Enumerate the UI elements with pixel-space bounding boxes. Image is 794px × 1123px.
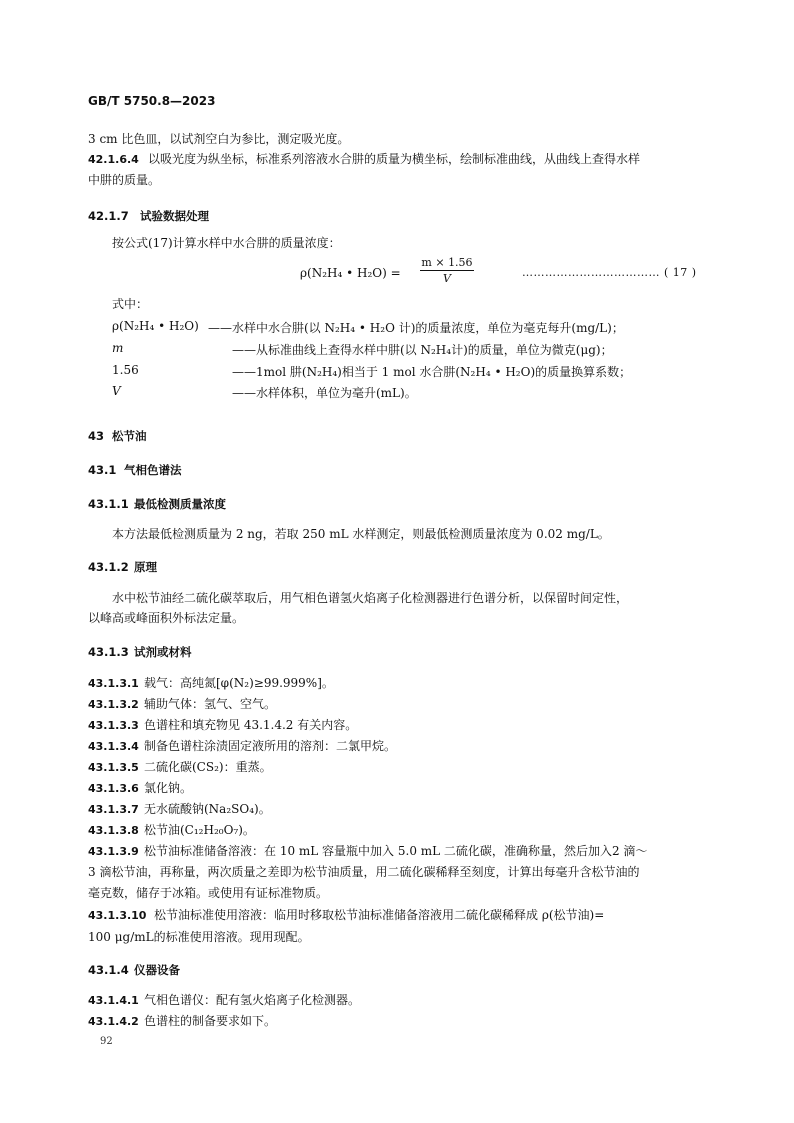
def-text: [232, 341, 613, 358]
where-label: 式中：: [112, 297, 149, 311]
list-item: [88, 822, 255, 839]
item-number: 43.1.3.2: [88, 698, 139, 711]
heading-number: 43.1.1: [88, 497, 129, 511]
item-text: 色谱柱和填充物见 43.1.4.2 有关内容。: [144, 718, 358, 732]
def-symbol: ρ(N₂H₄ • H₂O): [112, 319, 199, 333]
para-4311: 本方法最低检测质量为 2 ng，若取 250 mL 水样测定，则最低检测质量浓度为 0.02 mg/L。: [112, 527, 610, 541]
heading-title: 仪器设备: [134, 963, 180, 977]
def-desc: 水样中水合肼(以 N₂H₄ • H₂O 计)的质量浓度，单位为毫克每升(mg/L)；: [232, 321, 624, 335]
item-text: 制备色谱柱涂渍固定液所用的溶剂：二氯甲烷。: [144, 739, 397, 753]
def-text: [208, 319, 624, 336]
heading-431: [88, 462, 182, 478]
heading-title: 试剂或材料: [134, 645, 192, 659]
heading-number: 43: [88, 429, 105, 443]
item-text: 松节油标准使用溶液：临用时移取松节油标准储备溶液用二硫化碳稀释成 ρ(松节油)=: [154, 908, 605, 922]
def-desc: 从标准曲线上查得水样中肼(以 N₂H₄计)的质量，单位为微克(μg)；: [256, 343, 613, 357]
list-item: [88, 907, 604, 924]
item-text: 松节油(C₁₂H₂₀O₇)。: [144, 823, 255, 837]
def-dash: ——: [232, 343, 256, 357]
formula-leader: [522, 266, 697, 279]
def-symbol: V: [112, 384, 121, 398]
heading-title: 最低检测质量浓度: [134, 497, 226, 511]
list-item: [88, 780, 192, 797]
heading-title: 气相色谱法: [124, 463, 182, 477]
item-number: 43.1.3.8: [88, 824, 139, 837]
heading-title: 松节油: [112, 429, 147, 443]
item-text: 气相色谱仪：配有氢火焰离子化检测器。: [144, 993, 361, 1007]
item-number: 43.1.4.1: [88, 994, 139, 1007]
item-text: 氯化钠。: [144, 781, 193, 795]
para-4312-line1: 水中松节油经二硫化碳萃取后，用气相色谱氢火焰离子化检测器进行色谱分析，以保留时间定性，: [112, 591, 629, 605]
item-number: 43.1.3.10: [88, 909, 147, 922]
item-number: 43.1.4.2: [88, 1015, 139, 1028]
list-item: [88, 843, 647, 860]
fraction-bar: [420, 270, 474, 271]
item-number: 43.1.3.3: [88, 719, 139, 732]
item-text: 无水硫酸钠(Na₂SO₄)。: [144, 802, 271, 816]
item-number: 43.1.3.5: [88, 761, 139, 774]
continued-line: 3 cm 比色皿，以试剂空白为参比，测定吸光度。: [88, 132, 350, 146]
item-text: 载气：高纯氮[φ(N₂)≥99.999%]。: [144, 676, 334, 690]
item-cont: 毫克数，储存于冰箱。或使用有证标准物质。: [88, 886, 329, 900]
heading-4314: [88, 962, 180, 978]
equation-number: ( 17 ): [664, 266, 697, 279]
item-text: 辅助气体：氢气、空气。: [144, 697, 277, 711]
item-number: 43.1.3.6: [88, 782, 139, 795]
heading-number: 43.1: [88, 463, 117, 477]
item-cont: 100 μg/mL的标准使用溶液。现用现配。: [88, 930, 310, 944]
para-4312-line2: 以峰高或峰面积外标法定量。: [88, 611, 245, 625]
heading-4217: [88, 208, 209, 224]
clause-42164: [88, 151, 640, 168]
item-number: 43.1.3.1: [88, 677, 139, 690]
leader-dots: ………………………………: [522, 266, 660, 279]
heading-4312: [88, 559, 157, 575]
list-item: [88, 801, 271, 818]
item-number: 43.1.3.4: [88, 740, 139, 753]
list-item: [88, 696, 276, 713]
heading-number: 43.1.2: [88, 560, 129, 574]
heading-4311: [88, 496, 226, 512]
def-symbol: 1.56: [112, 363, 139, 377]
def-desc: 1mol 肼(N₂H₄)相当于 1 mol 水合肼(N₂H₄ • H₂O)的质量换算系数；: [256, 365, 632, 379]
def-symbol: m: [112, 341, 124, 355]
def-desc: 水样体积，单位为毫升(mL)。: [256, 386, 417, 400]
def-text: [232, 363, 631, 380]
def-dash: ——: [232, 386, 256, 400]
list-item: [88, 759, 272, 776]
def-dash: ——: [208, 321, 232, 335]
list-item: [88, 675, 334, 692]
item-text: 松节油标准储备溶液：在 10 mL 容量瓶中加入 5.0 mL 二硫化碳，准确称量，然后加入2 滴～: [144, 844, 648, 858]
def-dash: ——: [232, 365, 256, 379]
heading-number: 42.1.7: [88, 209, 129, 223]
list-item: [88, 738, 396, 755]
heading-number: 43.1.3: [88, 645, 129, 659]
standard-number: GB/T 5750.8—2023: [88, 94, 216, 108]
clause-number: 42.1.6.4: [88, 153, 139, 166]
formula-fraction: [420, 256, 474, 285]
calc-intro: 按公式(17)计算水样中水合肼的质量浓度：: [112, 236, 341, 250]
clause-42164-cont: 中肼的质量。: [88, 173, 161, 187]
def-text: [232, 384, 417, 401]
heading-4313: [88, 644, 192, 660]
list-item: [88, 992, 360, 1009]
list-item: [88, 717, 357, 734]
page-number: 92: [100, 1036, 113, 1047]
heading-number: 43.1.4: [88, 963, 129, 977]
fraction-denominator: V: [443, 272, 451, 285]
item-text: 色谱柱的制备要求如下。: [144, 1014, 277, 1028]
item-number: 43.1.3.9: [88, 845, 139, 858]
item-text: 二硫化碳(CS₂)：重蒸。: [144, 760, 272, 774]
heading-title: 试验数据处理: [140, 209, 209, 223]
item-cont: 3 滴松节油，再称量，两次质量之差即为松节油质量，用二硫化碳稀释至刻度，计算出每毫升含松节油的: [88, 865, 640, 879]
formula-lhs: ρ(N₂H₄ • H₂O) =: [300, 266, 401, 280]
heading-43: [88, 428, 147, 444]
clause-text: 以吸光度为纵坐标，标准系列溶液水合肼的质量为横坐标，绘制标准曲线，从曲线上查得水样: [148, 152, 641, 166]
heading-title: 原理: [134, 560, 157, 574]
item-number: 43.1.3.7: [88, 803, 139, 816]
fraction-numerator: m × 1.56: [421, 256, 473, 269]
list-item: [88, 1013, 276, 1030]
